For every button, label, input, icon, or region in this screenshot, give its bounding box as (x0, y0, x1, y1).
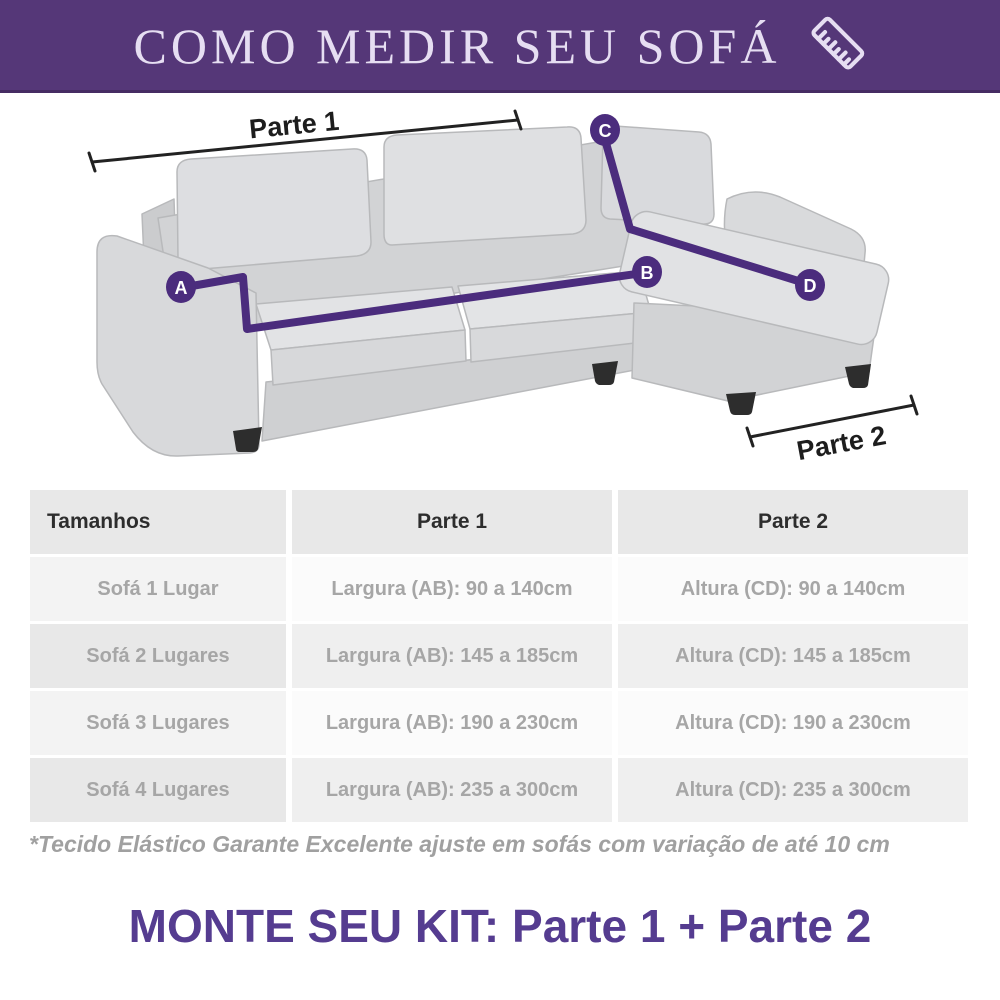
sofa-measuring-diagram (0, 93, 1000, 490)
table-row-parte2: Altura (CD): 90 a 140cm (618, 557, 968, 621)
column-header-tamanhos: Tamanhos (30, 490, 286, 554)
elastic-fabric-footnote: *Tecido Elástico Garante Excelente ajuste em sofás com variação de até 10 cm (29, 831, 890, 857)
table-row-size: Sofá 4 Lugares (30, 758, 286, 822)
table-row-parte1: Largura (AB): 190 a 230cm (292, 691, 612, 755)
point-marker-d (795, 269, 825, 301)
sizes-table (30, 490, 968, 822)
part1-label: Parte 1 (247, 105, 341, 145)
table-row-size: Sofá 3 Lugares (30, 691, 286, 755)
kit-title: MONTE SEU KIT: Parte 1 + Parte 2 (128, 900, 872, 952)
point-a-letter: A (174, 278, 188, 298)
table-row-size: Sofá 2 Lugares (30, 624, 286, 688)
page-title: COMO MEDIR SEU SOFÁ (133, 18, 781, 74)
table-row-parte1: Largura (AB): 145 a 185cm (292, 624, 612, 688)
table-row-size: Sofá 1 Lugar (30, 557, 286, 621)
ruler-icon (796, 3, 878, 85)
point-d-letter: D (803, 276, 817, 296)
column-header-parte1: Parte 1 (292, 490, 612, 554)
point-marker-b (632, 256, 662, 288)
point-b-letter: B (640, 263, 654, 283)
table-row-parte2: Altura (CD): 145 a 185cm (618, 624, 968, 688)
column-header-parte2: Parte 2 (618, 490, 968, 554)
header-banner (0, 0, 1000, 93)
point-c-letter: C (598, 121, 612, 141)
table-row-parte1: Largura (AB): 90 a 140cm (292, 557, 612, 621)
table-row-parte2: Altura (CD): 235 a 300cm (618, 758, 968, 822)
point-marker-c (590, 114, 620, 146)
table-row-parte2: Altura (CD): 190 a 230cm (618, 691, 968, 755)
point-marker-a (166, 271, 196, 303)
part2-label: Parte 2 (794, 420, 889, 467)
table-row-parte1: Largura (AB): 235 a 300cm (292, 758, 612, 822)
